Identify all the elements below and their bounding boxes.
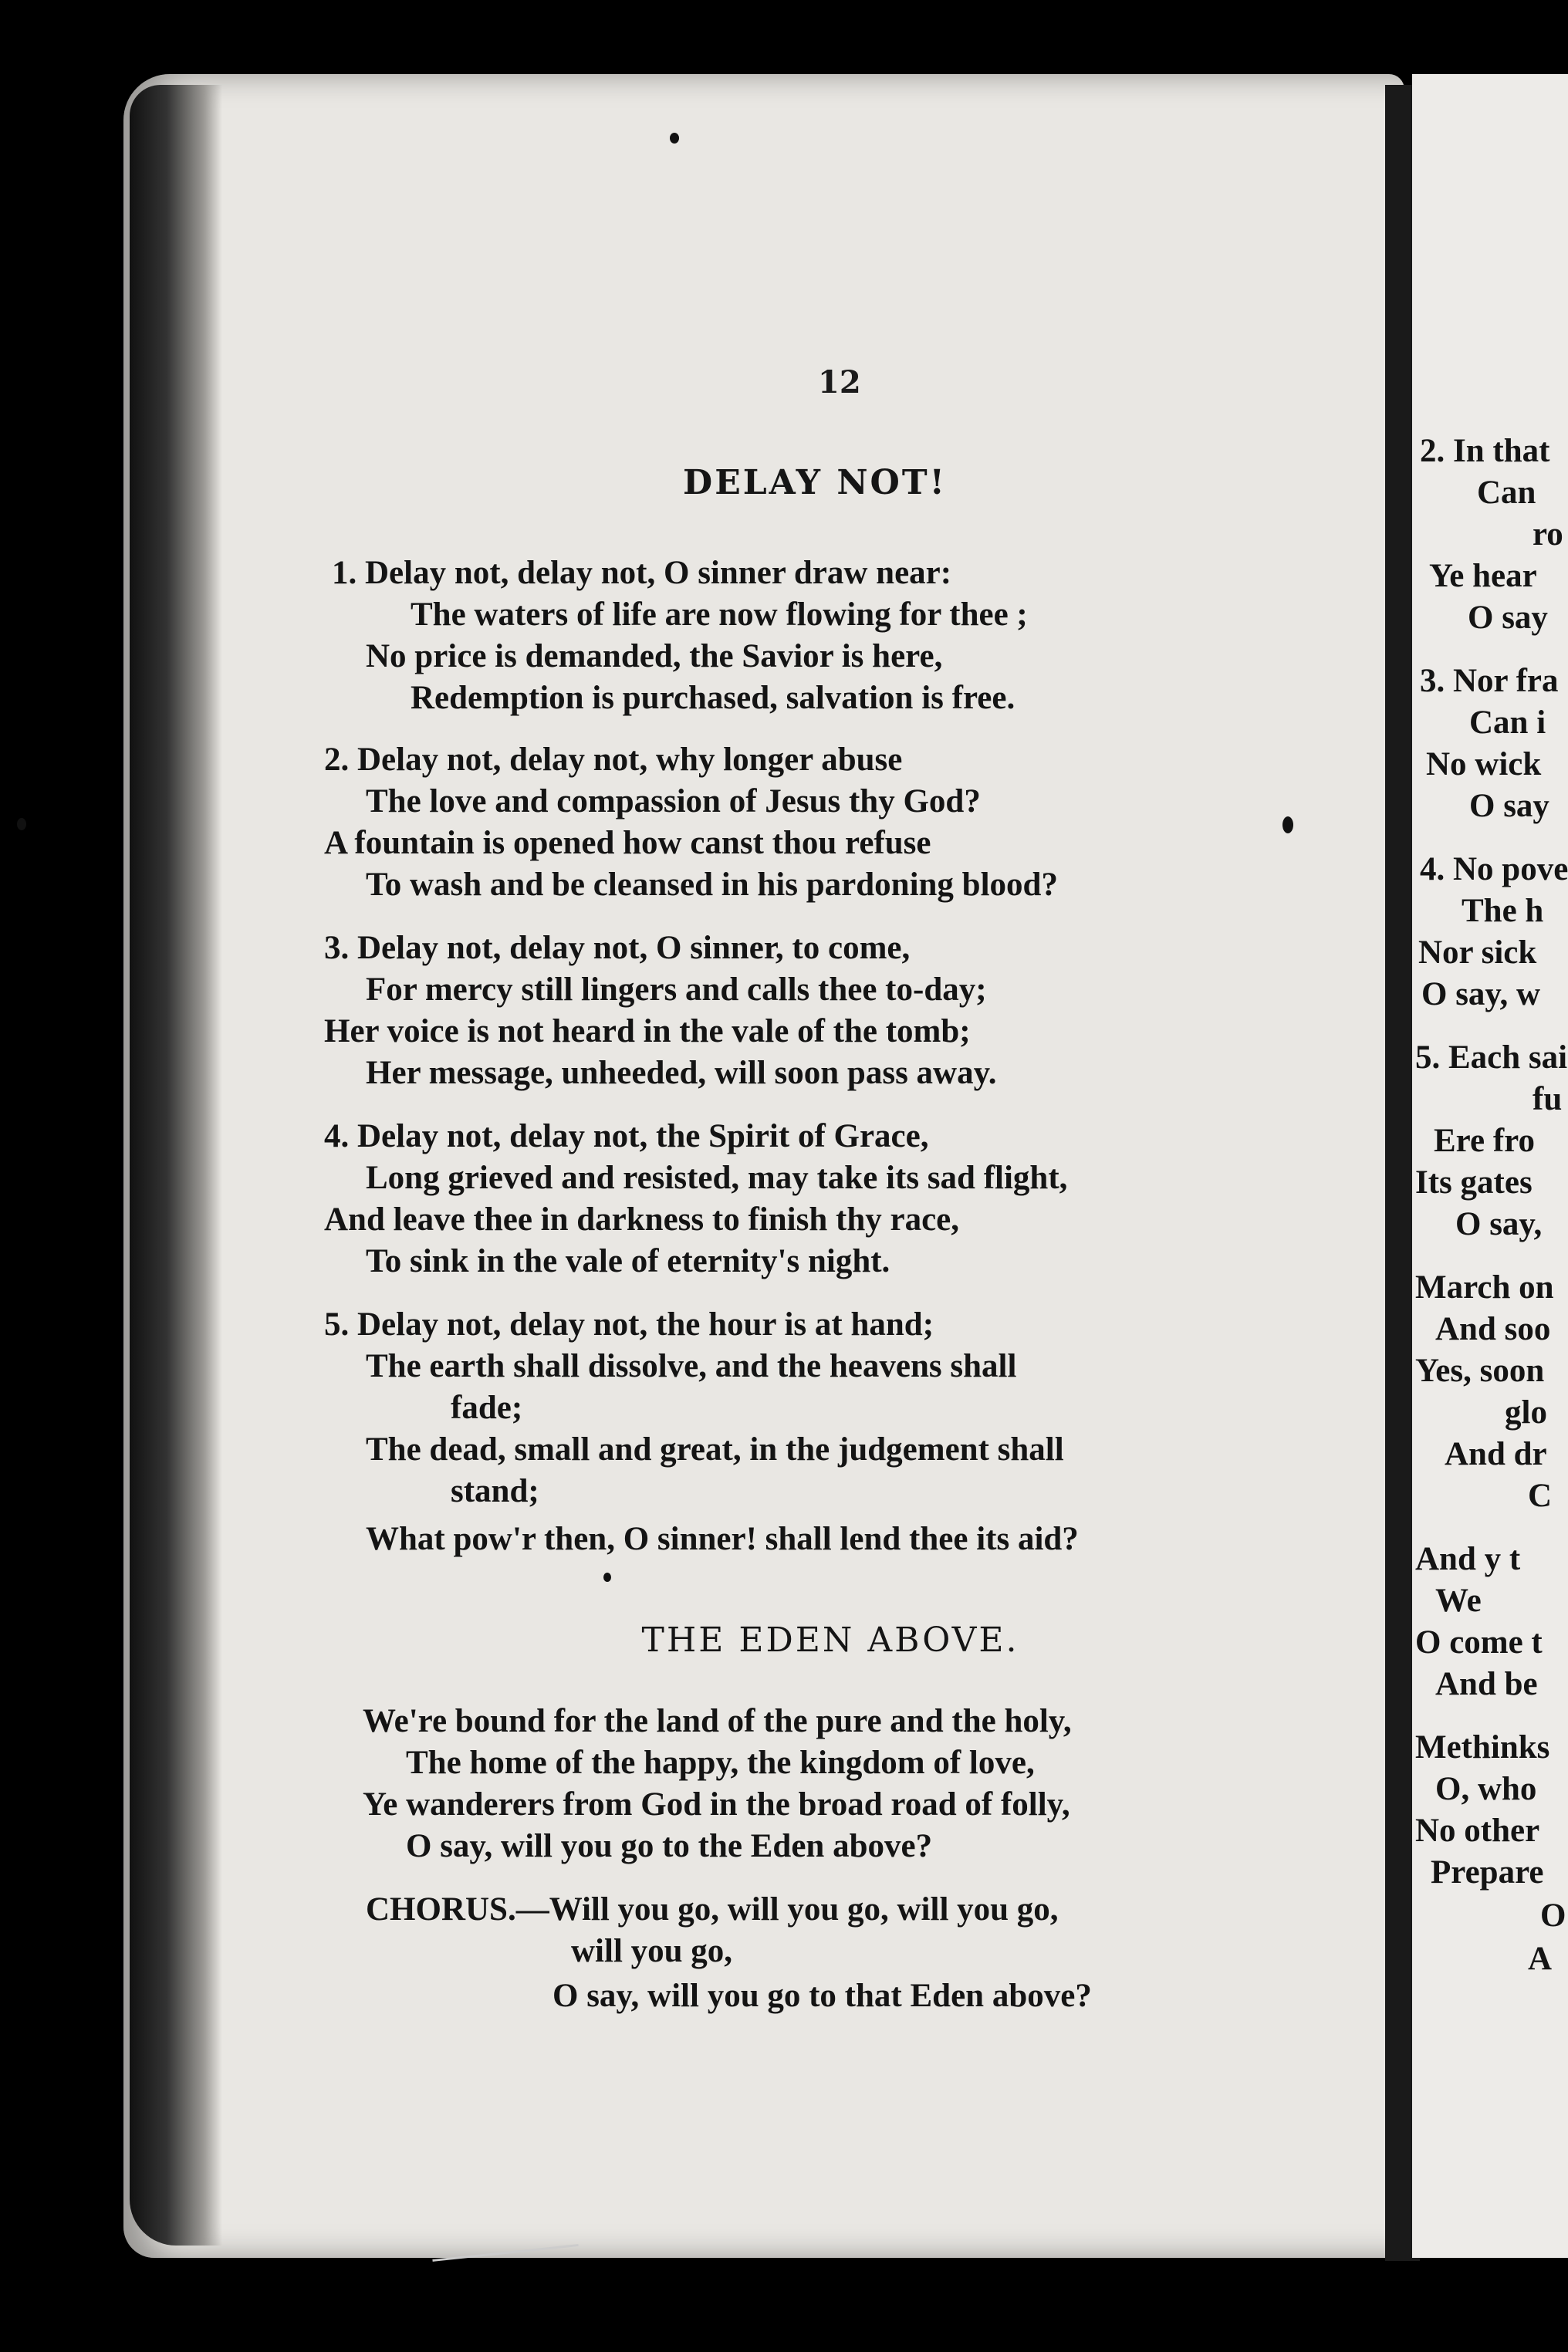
verse-line: Ye wanderers from God in the broad road of folly, bbox=[363, 1786, 1070, 1823]
verse-line: For mercy still lingers and calls thee to-day; bbox=[366, 972, 987, 1008]
verse-line: To sink in the vale of eternity's night. bbox=[366, 1243, 890, 1279]
right-fragment: 4. No pove bbox=[1420, 851, 1568, 887]
right-fragment: No other bbox=[1415, 1813, 1540, 1849]
page-edge-shadow bbox=[130, 85, 222, 2246]
right-fragment: March on bbox=[1415, 1269, 1554, 1306]
right-fragment: 5. Each sai bbox=[1415, 1039, 1568, 1076]
verse-line: Her message, unheeded, will soon pass away. bbox=[366, 1055, 997, 1091]
page-number: 12 bbox=[818, 364, 861, 400]
ink-speck bbox=[603, 1573, 611, 1582]
right-fragment: A bbox=[1528, 1941, 1553, 1977]
hymn-title-delay-not: DELAY NOT! bbox=[683, 463, 947, 502]
right-fragment: O say bbox=[1469, 788, 1549, 824]
right-fragment: O come t bbox=[1415, 1624, 1543, 1661]
verse-line: 5. Delay not, delay not, the hour is at hand; bbox=[324, 1306, 934, 1343]
right-fragment: And dr bbox=[1445, 1436, 1547, 1472]
ink-speck bbox=[1282, 816, 1293, 833]
chorus-line: O say, will you go to that Eden above? bbox=[553, 1978, 1092, 2014]
verse-line: 2. Delay not, delay not, why longer abuse bbox=[324, 742, 903, 778]
verse-line: The waters of life are now flowing for thee ; bbox=[411, 596, 1028, 633]
verse-line: 1. Delay not, delay not, O sinner draw near: bbox=[332, 555, 952, 591]
verse-line: A fountain is opened how canst thou refuse bbox=[324, 825, 931, 861]
chorus-line: will you go, bbox=[571, 1933, 733, 1969]
verse-line: The love and compassion of Jesus thy God? bbox=[366, 783, 981, 819]
right-fragment: The h bbox=[1462, 893, 1544, 929]
right-fragment: Can bbox=[1477, 475, 1536, 511]
verse-line: To wash and be cleansed in his pardoning blood? bbox=[366, 867, 1058, 903]
right-fragment: Prepare bbox=[1431, 1854, 1544, 1891]
right-fragment: Methinks bbox=[1415, 1729, 1550, 1766]
right-fragment: Can i bbox=[1469, 705, 1546, 741]
right-fragment: C bbox=[1528, 1478, 1553, 1514]
verse-line: We're bound for the land of the pure and the holy, bbox=[363, 1703, 1072, 1739]
right-fragment: And be bbox=[1435, 1666, 1538, 1702]
right-fragment: Its gates bbox=[1415, 1164, 1533, 1201]
verse-line: No price is demanded, the Savior is here, bbox=[366, 638, 943, 674]
right-fragment: Nor sick bbox=[1418, 934, 1537, 971]
verse-line: Long grieved and resisted, may take its sad flight, bbox=[366, 1160, 1068, 1196]
chorus-line: CHORUS.—Will you go, will you go, will you go, bbox=[366, 1891, 1059, 1928]
verse-line: The earth shall dissolve, and the heavens shall bbox=[366, 1348, 1017, 1384]
film-border-bottom bbox=[0, 2261, 1568, 2352]
right-fragment: Ere fro bbox=[1434, 1123, 1535, 1159]
right-fragment: And y t bbox=[1415, 1541, 1521, 1577]
verse-line: 3. Delay not, delay not, O sinner, to come, bbox=[324, 930, 911, 966]
verse-line: And leave thee in darkness to finish thy race, bbox=[324, 1201, 959, 1238]
right-fragment: We bbox=[1435, 1583, 1482, 1619]
verse-line: The dead, small and great, in the judgement shall bbox=[366, 1431, 1064, 1468]
hymn-title-eden-above: THE EDEN ABOVE. bbox=[641, 1620, 1019, 1660]
right-fragment: ro bbox=[1533, 516, 1563, 553]
verse-line: Redemption is purchased, salvation is free. bbox=[411, 680, 1015, 716]
verse-line: O say, will you go to the Eden above? bbox=[406, 1828, 933, 1864]
right-fragment: O say, bbox=[1455, 1206, 1543, 1242]
right-fragment: O, who bbox=[1435, 1771, 1537, 1807]
right-fragment: No wick bbox=[1426, 746, 1542, 782]
verse-line: Her voice is not heard in the vale of the tomb; bbox=[324, 1013, 971, 1049]
right-fragment: 3. Nor fra bbox=[1420, 663, 1559, 699]
verse-line: fade; bbox=[451, 1390, 523, 1426]
right-fragment: glo bbox=[1505, 1394, 1547, 1431]
ink-speck bbox=[670, 133, 679, 144]
ink-speck bbox=[17, 818, 26, 830]
right-fragment: Ye hear bbox=[1429, 558, 1537, 594]
right-fragment: O bbox=[1540, 1897, 1566, 1934]
right-fragment: O say, w bbox=[1421, 976, 1541, 1012]
right-fragment: 2. In that bbox=[1420, 433, 1550, 469]
right-fragment: Yes, soon bbox=[1415, 1353, 1545, 1389]
verse-line: What pow'r then, O sinner! shall lend thee its aid? bbox=[366, 1521, 1079, 1557]
verse-line: stand; bbox=[451, 1473, 539, 1509]
right-page bbox=[1412, 74, 1568, 2258]
right-fragment: fu bbox=[1533, 1081, 1563, 1117]
verse-line: 4. Delay not, delay not, the Spirit of Grace, bbox=[324, 1118, 929, 1154]
right-fragment: O say bbox=[1468, 600, 1548, 636]
right-fragment: And soo bbox=[1435, 1311, 1551, 1347]
film-border-left bbox=[0, 0, 131, 2352]
verse-line: The home of the happy, the kingdom of love, bbox=[406, 1745, 1035, 1781]
